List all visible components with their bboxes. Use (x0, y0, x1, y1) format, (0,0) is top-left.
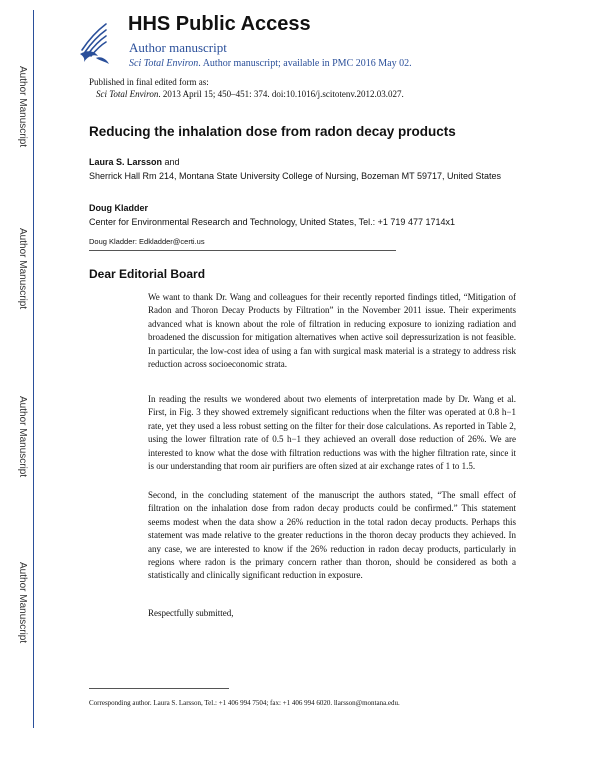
footnote: Corresponding author. Laura S. Larsson, Tel.: +1 406 994 7504; fax: +1 406 994 6020. llarsson@montana.edu. (89, 699, 400, 707)
footnote-divider (89, 688, 229, 689)
sidebar-label-4: Author Manuscript (17, 562, 28, 644)
author-2-affiliation: Center for Environmental Research and Technology, United States, Tel.: +1 719 477 1714x1 (89, 217, 455, 227)
sidebar-label-1: Author Manuscript (17, 66, 28, 148)
publication-journal: Sci Total Environ (96, 89, 159, 99)
header-subtitle: Author manuscript (129, 40, 227, 55)
author-1 (89, 157, 180, 167)
body-paragraph-2: In reading the results we wondered about two elements of interpretation made by Dr. Wang et al. First, in Fig. 3 they showed extremely significant reductions when the filter was operated at 0.8 h−1 rate, yet they used a less robust setting on the filter for their dose calculations. As reported in Table 2, using the lower filtration rate of 0.5 h−1 they achieved an overall dose reduction of 26%. We are interested to know what the dose with filtration reductions was with the higher filtration rate, since it is our understanding that room air purifiers are often sized at air exchange rates of 1 to 1.5. (148, 394, 516, 472)
sidebar-label-2: Author Manuscript (17, 228, 28, 310)
sidebar-rule (33, 10, 34, 728)
header-title: HHS Public Access (128, 13, 311, 35)
hhs-eagle-logo-icon (76, 20, 112, 66)
author-1-suffix: and (162, 157, 180, 167)
body-paragraph-3: Second, in the concluding statement of the manuscript the authors stated, “The small effect of filtration on the inhalation dose from radon decay products could be confirmed.” This statement seems modest when the data show a 26% reduction in the total radon decay products. Perhaps this statement was made relative to the greater reductions in the thoron decay products they achieved. In any case, we are interested to know if the 26% reduction in radon decay products, particularly in regions where radon is the primary concern rather than thoron, should be considered as both a statistically and clinically significant reduction in exposure. (148, 490, 516, 581)
publication-citation (96, 89, 404, 99)
header-journal-name: Sci Total Environ (129, 58, 199, 69)
section-heading: Dear Editorial Board (89, 267, 206, 281)
closing-line: Respectfully submitted, (148, 608, 234, 618)
header-divider (89, 250, 396, 251)
author-1-affiliation: Sherrick Hall Rm 214, Montana State University College of Nursing, Bozeman MT 59717, United States (89, 171, 502, 181)
header-journal-line (129, 58, 412, 69)
author-2-name: Doug Kladder (89, 203, 149, 213)
author-1-name: Laura S. Larsson (89, 157, 163, 167)
body-paragraph-1: We want to thank Dr. Wang and colleagues for their recently reported findings titled, “Mitigation of Radon and Thoron Decay Products by Filtration” in the November 2011 issue. Their experiments advanced what is known about the role of filtration in reducing exposure to ionizing radiation and broadened the discussion for mitigation alternatives when active soil depressurization is not feasible. In particular, the low-cost idea of using a fan with surgical mask material is a strategy to address risk reduction across socioeconomic strata. (148, 292, 516, 370)
header-journal-rest: . Author manuscript; available in PMC 2016 May 02. (198, 58, 412, 69)
author-email: Doug Kladder: Edkladder@certi.us (89, 237, 205, 246)
sidebar-label-3: Author Manuscript (17, 396, 28, 478)
article-title: Reducing the inhalation dose from radon decay products (89, 124, 456, 139)
publication-citation-text: . 2013 April 15; 450–451: 374. doi:10.1016/j.scitotenv.2012.03.027. (158, 89, 404, 99)
publication-note: Published in final edited form as: (89, 77, 209, 87)
author-2 (89, 203, 148, 213)
